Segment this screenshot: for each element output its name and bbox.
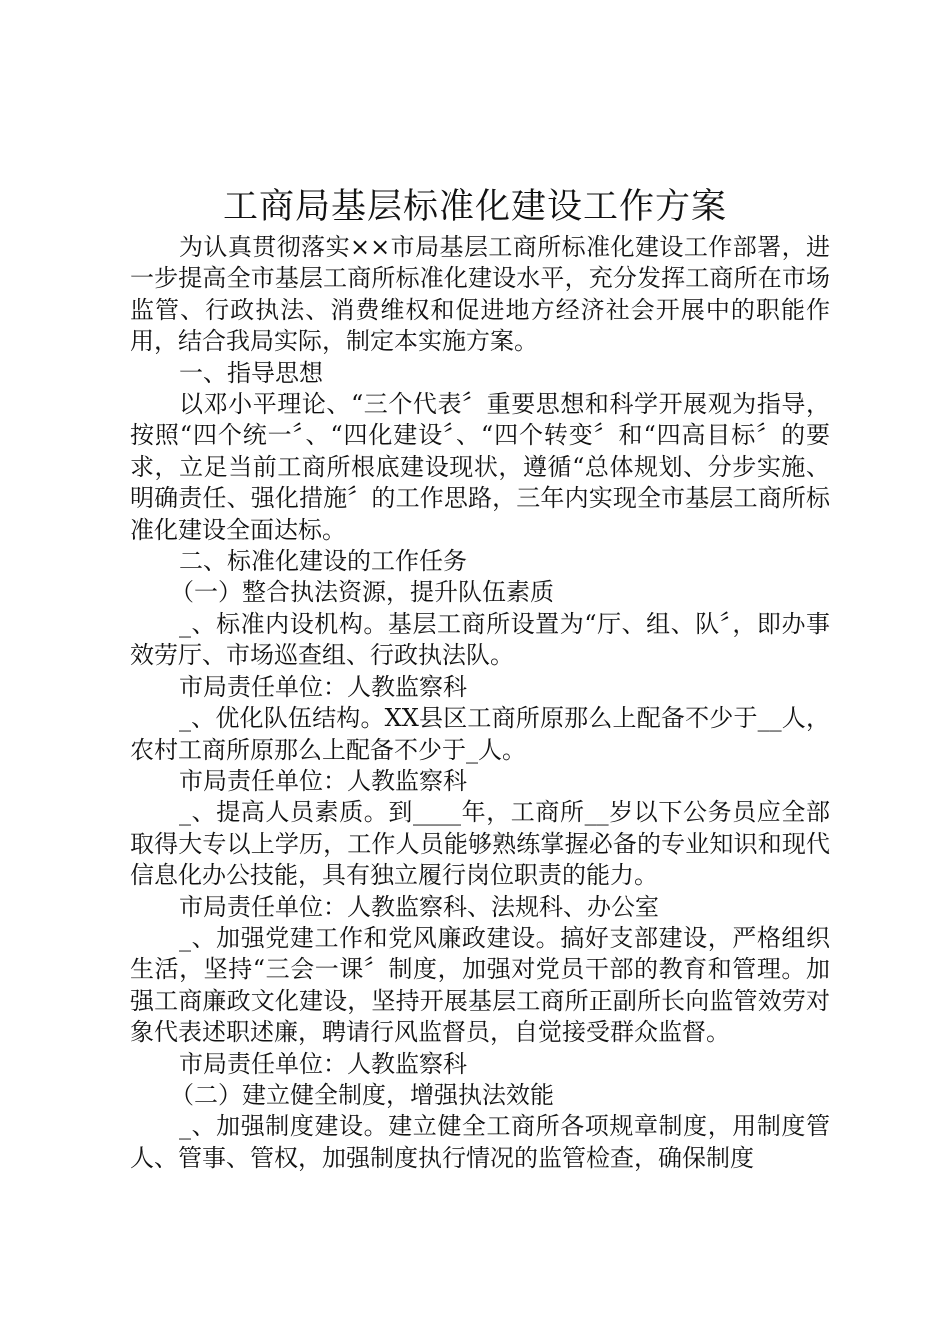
responsible-unit: 市局责任单位：人教监察科 (179, 766, 467, 795)
responsible-unit: 市局责任单位：人教监察科 (179, 1049, 467, 1078)
list-item: _、加强党建工作和党风廉政建设。搞好支部建设，严格组织生活，坚持“三会一课〞制度，加强对党员干部的教育和管理。加强工商廉政文化建设，坚持开展基层工商所正副所长向监管效劳对象代表述职述廉，聘请行风监督员，自觉接受群众监督。 (130, 923, 830, 1047)
list-item: _、标准内设机构。基层工商所设置为“厅、组、队〞，即办事效劳厅、市场巡查组、行政执法队。 (130, 609, 830, 670)
document-body (130, 232, 830, 1174)
list-item: _、加强制度建设。建立健全工商所各项规章制度，用制度管人、管事、管权，加强制度执行情况的监管检查，确保制度 (130, 1112, 830, 1172)
section-heading: 一、指导思想 (179, 358, 323, 387)
list-item: _、提高人员素质。到____年，工商所__岁以下公务员应全部取得大专以上学历，工作人员能够熟练掌握必备的专业知识和现代信息化办公技能，具有独立履行岗位职责的能力。 (130, 798, 830, 890)
responsible-unit: 市局责任单位：人教监察科、法规科、办公室 (179, 892, 659, 921)
responsible-unit: 市局责任单位：人教监察科 (179, 672, 467, 701)
list-item: _、优化队伍结构。XX县区工商所原那么上配备不少于__人，农村工商所原那么上配备不少于_人。 (130, 704, 830, 764)
paragraph-intro: 为认真贯彻落实××市局基层工商所标准化建设工作部署，进一步提高全市基层工商所标准化建设水平，充分发挥工商所在市场监管、行政执法、消费维权和促进地方经济社会开展中的职能作用，结合我局实际，制定本实施方案。 (130, 233, 830, 356)
paragraph: 以邓小平理论、“三个代表〞重要思想和科学开展观为指导，按照“四个统一〞、“四化建设〞、“四个转变〞和“四高目标〞的要求，立足当前工商所根底建设现状，遵循“总体规划、分步实施、明确责任、强化措施〞的工作思路，三年内实现全市基层工商所标准化建设全面达标。 (130, 390, 830, 544)
document-title: 工商局基层标准化建设工作方案 (222, 187, 727, 227)
subsection-heading: （二）建立健全制度，增强执法效能 (170, 1080, 554, 1109)
section-heading: 二、标准化建设的工作任务 (179, 547, 467, 576)
subsection-heading: （一）整合执法资源，提升队伍素质 (170, 578, 554, 607)
